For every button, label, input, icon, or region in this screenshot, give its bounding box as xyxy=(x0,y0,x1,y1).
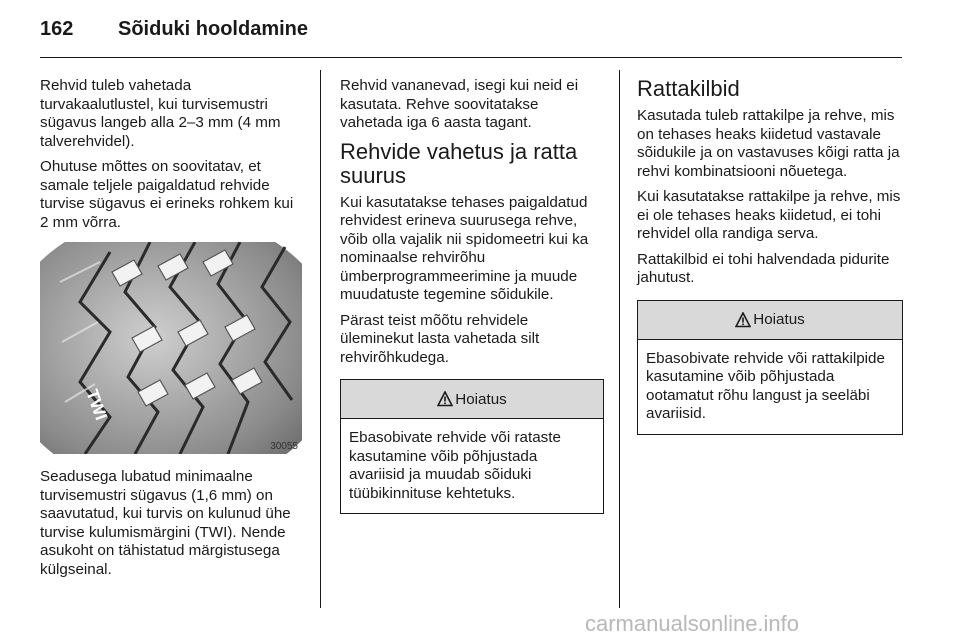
tire-tread-illustration xyxy=(40,242,302,454)
tire-tread-image xyxy=(40,242,302,454)
warning-text: Ebasobivate rehvide või rataste kasutamine võib põhjustada avariisid ja muudab sõiduki tüübikinnituse kehtetuks. xyxy=(349,429,561,502)
paragraph: Rehvid tuleb vahetada turvakaalutlustel, kui turvisemustri sügavus langeb alla 2–3 mm (4 mm talverehvidel). xyxy=(40,77,281,150)
warning-triangle-icon xyxy=(735,312,751,328)
header-rule xyxy=(40,57,902,58)
paragraph: Rattakilbid ei tohi halvendada pidurite jahutust. xyxy=(637,250,890,286)
column-right xyxy=(637,77,903,435)
warning-title: Hoiatus xyxy=(753,311,805,328)
warning-header xyxy=(638,301,902,340)
figure-number: 30055 xyxy=(270,441,298,452)
twi-label: TWI xyxy=(82,386,111,423)
warning-header xyxy=(341,380,603,419)
warning-body xyxy=(638,340,902,434)
warning-title: Hoiatus xyxy=(455,390,507,408)
paragraph: Kui kasutatakse tehases paigaldatud rehvidest erineva suurusega rehve, võib olla vajalik nii spidomeetri kui ka nominaalse rehvirõhu ümberprogrammeerimine ja muude muudatuste tegemine sõidukile. xyxy=(340,193,589,303)
paragraph: Seadusega lubatud minimaalne turvisemustri sügavus (1,6 mm) on saavutatud, kui turvis on kulunud ühe turvise kulumismärgini (TWI). Nende asukoht on tähistatud märgistusega külgseinal. xyxy=(40,468,291,578)
chapter-title: Sõiduki hooldamine xyxy=(118,18,309,40)
column-left xyxy=(40,77,304,586)
paragraph: Kasutada tuleb rattakilpe ja rehve, mis on tehases heaks kiidetud vastavale sõidukile ja on vastavuses kõigi ratta ja rehvi kombinatsiooni nõuetega. xyxy=(637,107,900,180)
warning-text: Ebasobivate rehvide või rattakilpide kasutamine võib põhjustada ootamatut rõhu langust ja seeläbi avariisid. xyxy=(646,349,885,422)
watermark: carmanualsonline.info xyxy=(585,611,800,636)
page-number: 162 xyxy=(40,18,74,40)
paragraph: Kui kasutatakse rattakilpe ja rehve, mis ei ole tehases heaks kiidetud, ei tohi rehvidel olla randiga serva. xyxy=(637,188,901,242)
paragraph: Pärast teist mõõtu rehvidele üleminekut lasta vahetada silt rehvirõhkudega. xyxy=(340,311,540,366)
paragraph: Rehvid vananevad, isegi kui neid ei kasutata. Rehve soovitatakse vahetada iga 6 aasta tagant. xyxy=(340,77,579,131)
section-heading: Rattakilbid xyxy=(637,76,740,101)
warning-box xyxy=(340,379,604,514)
warning-box xyxy=(637,300,903,435)
section-heading: Rehvide vahetus ja ratta suurus xyxy=(340,138,578,188)
warning-body xyxy=(341,419,603,513)
paragraph: Ohutuse mõttes on soovitatav, et samale teljele paigaldatud rehvide turvise sügavus ei erineks rohkem kui 2 mm võrra. xyxy=(40,158,294,231)
column-middle xyxy=(340,77,604,514)
column-divider xyxy=(619,70,620,608)
warning-triangle-icon xyxy=(437,391,453,407)
column-divider xyxy=(320,70,321,608)
